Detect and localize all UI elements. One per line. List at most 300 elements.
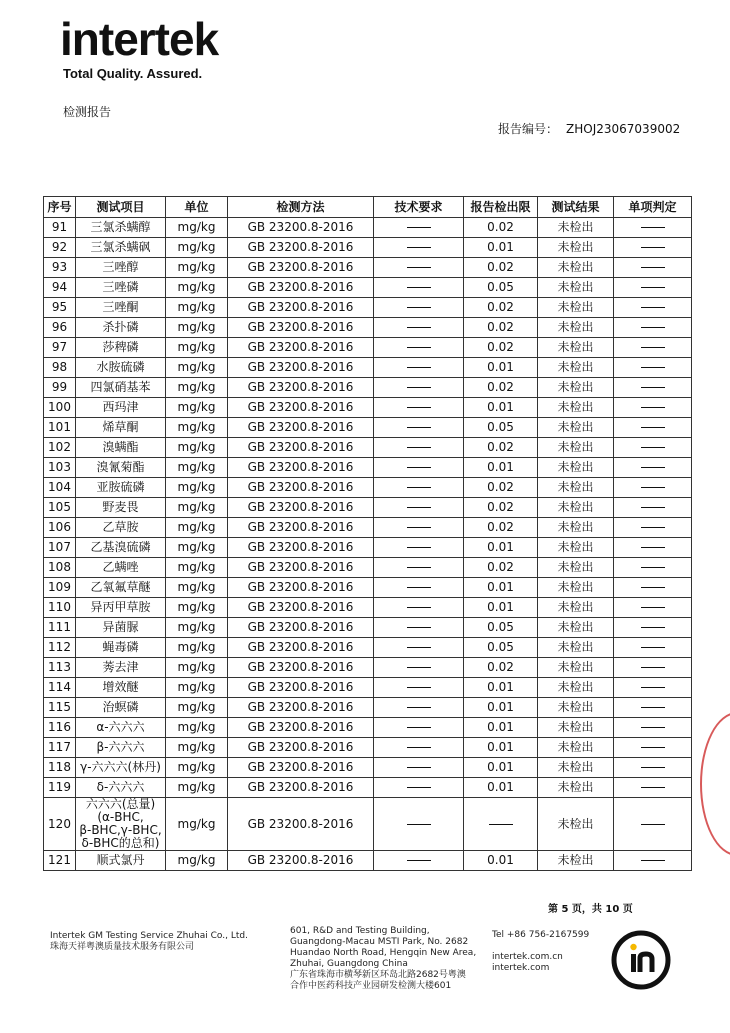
dash-mark [407,307,431,308]
dash-mark [407,687,431,688]
dash-mark [641,227,665,228]
dash-mark [407,527,431,528]
unit: mg/kg [166,698,228,718]
dash-cell [374,538,464,558]
address-line: Guangdong-Macau MSTI Park, No. 2682 [290,937,469,947]
row-number: 116 [44,718,76,738]
dash-mark [407,547,431,548]
dash-cell [374,218,464,238]
report-number [498,120,680,137]
dash-mark [407,667,431,668]
dash-mark [641,707,665,708]
detection-limit: 0.02 [464,338,538,358]
test-result: 未检出 [538,598,614,618]
detection-limit: 0.05 [464,638,538,658]
test-item: 溴氰菊酯 [76,458,166,478]
test-method: GB 23200.8-2016 [228,738,374,758]
unit: mg/kg [166,718,228,738]
dash-mark [641,587,665,588]
table-row [44,218,692,238]
table-row [44,238,692,258]
test-item [76,798,166,851]
row-number: 93 [44,258,76,278]
unit: mg/kg [166,758,228,778]
unit: mg/kg [166,498,228,518]
unit: mg/kg [166,538,228,558]
test-method: GB 23200.8-2016 [228,498,374,518]
dash-mark [407,287,431,288]
column-header: 序号 [44,197,76,218]
test-item-line: (α-BHC, [97,810,144,824]
test-result: 未检出 [538,518,614,538]
row-number: 119 [44,778,76,798]
test-item: γ-六六六(林丹) [76,758,166,778]
detection-limit: 0.02 [464,378,538,398]
test-result: 未检出 [538,578,614,598]
detection-limit: 0.01 [464,598,538,618]
test-item: δ-六六六 [76,778,166,798]
column-header: 测试结果 [538,197,614,218]
dash-cell [374,518,464,538]
detection-limit: 0.02 [464,518,538,538]
dash-cell [464,798,538,851]
unit: mg/kg [166,638,228,658]
detection-limit: 0.01 [464,758,538,778]
test-item: 莠去津 [76,658,166,678]
detection-limit: 0.02 [464,318,538,338]
test-item: 异丙甲草胺 [76,598,166,618]
test-item: 烯草酮 [76,418,166,438]
dash-mark [641,747,665,748]
dash-mark [407,767,431,768]
test-result: 未检出 [538,358,614,378]
dash-mark [641,287,665,288]
unit: mg/kg [166,318,228,338]
row-number: 95 [44,298,76,318]
row-number: 117 [44,738,76,758]
test-item: 三唑酮 [76,298,166,318]
row-number: 98 [44,358,76,378]
unit: mg/kg [166,438,228,458]
test-result: 未检出 [538,778,614,798]
footer-address [290,926,476,992]
test-item: 杀扑磷 [76,318,166,338]
dash-cell [614,698,692,718]
test-item: 水胺硫磷 [76,358,166,378]
test-item-line: β-BHC,γ-BHC, [79,823,162,837]
test-method: GB 23200.8-2016 [228,598,374,618]
row-number: 111 [44,618,76,638]
dash-cell [614,658,692,678]
dash-mark [407,467,431,468]
unit: mg/kg [166,218,228,238]
table-row [44,678,692,698]
dash-cell [374,698,464,718]
column-header: 单位 [166,197,228,218]
table-row [44,478,692,498]
unit: mg/kg [166,851,228,871]
test-result: 未检出 [538,851,614,871]
dash-mark [641,567,665,568]
dash-cell [374,658,464,678]
dash-cell [374,418,464,438]
dash-cell [614,498,692,518]
table-row [44,618,692,638]
dash-cell [614,778,692,798]
test-item: 蝇毒磷 [76,638,166,658]
test-method: GB 23200.8-2016 [228,338,374,358]
dash-cell [614,638,692,658]
test-method: GB 23200.8-2016 [228,358,374,378]
dash-mark [641,860,665,861]
dash-cell [374,318,464,338]
test-result: 未检出 [538,538,614,558]
dash-mark [407,347,431,348]
dash-mark [641,647,665,648]
test-result: 未检出 [538,718,614,738]
dash-cell [374,758,464,778]
row-number: 105 [44,498,76,518]
unit: mg/kg [166,378,228,398]
unit: mg/kg [166,258,228,278]
test-method: GB 23200.8-2016 [228,298,374,318]
dash-cell [374,778,464,798]
dash-mark [641,367,665,368]
dash-cell [614,538,692,558]
test-method: GB 23200.8-2016 [228,851,374,871]
table-row [44,738,692,758]
dash-mark [641,507,665,508]
detection-limit: 0.02 [464,438,538,458]
unit: mg/kg [166,618,228,638]
test-method: GB 23200.8-2016 [228,278,374,298]
table-row [44,318,692,338]
test-item: 增效醚 [76,678,166,698]
dash-mark [407,824,431,825]
dash-mark [407,647,431,648]
test-method: GB 23200.8-2016 [228,618,374,638]
unit: mg/kg [166,478,228,498]
column-header: 技术要求 [374,197,464,218]
table-row [44,851,692,871]
test-result: 未检出 [538,278,614,298]
dash-mark [641,687,665,688]
row-number: 100 [44,398,76,418]
results-table [43,196,692,871]
dash-cell [614,558,692,578]
test-method: GB 23200.8-2016 [228,378,374,398]
test-result: 未检出 [538,758,614,778]
table-row [44,598,692,618]
contact-website: intertek.com [492,963,550,973]
detection-limit: 0.01 [464,538,538,558]
test-item: 溴螨酯 [76,438,166,458]
row-number: 97 [44,338,76,358]
dash-mark [641,347,665,348]
detection-limit: 0.02 [464,298,538,318]
unit: mg/kg [166,558,228,578]
test-item: 乙基溴硫磷 [76,538,166,558]
test-result: 未检出 [538,438,614,458]
test-result: 未检出 [538,618,614,638]
table-row [44,278,692,298]
table-row [44,358,692,378]
dash-mark [641,307,665,308]
dash-mark [641,427,665,428]
table-row [44,458,692,478]
dash-cell [374,578,464,598]
detection-limit: 0.02 [464,258,538,278]
dash-mark [407,860,431,861]
test-result: 未检出 [538,458,614,478]
unit: mg/kg [166,298,228,318]
test-result: 未检出 [538,398,614,418]
dash-mark [641,267,665,268]
dash-cell [614,758,692,778]
row-number: 96 [44,318,76,338]
dash-cell [614,318,692,338]
test-method: GB 23200.8-2016 [228,458,374,478]
test-method: GB 23200.8-2016 [228,478,374,498]
test-method: GB 23200.8-2016 [228,418,374,438]
dash-cell [374,298,464,318]
dash-cell [374,598,464,618]
dash-cell [614,358,692,378]
dash-cell [374,378,464,398]
table-row [44,398,692,418]
company-name-cn: 珠海天祥粤澳质量技术服务有限公司 [50,942,195,952]
dash-cell [374,358,464,378]
dash-cell [614,398,692,418]
column-header: 单项判定 [614,197,692,218]
footer-contact [492,930,589,974]
dash-mark [641,247,665,248]
dash-cell [614,578,692,598]
table-row [44,418,692,438]
test-item: 三氯杀螨砜 [76,238,166,258]
detection-limit: 0.02 [464,218,538,238]
dash-mark [641,607,665,608]
test-method: GB 23200.8-2016 [228,218,374,238]
company-name-en: Intertek GM Testing Service Zhuhai Co., Ltd. [50,931,248,941]
column-header: 测试项目 [76,197,166,218]
dash-cell [614,718,692,738]
table-row [44,298,692,318]
unit: mg/kg [166,338,228,358]
detection-limit: 0.05 [464,278,538,298]
dash-mark [641,767,665,768]
table-row [44,578,692,598]
dash-mark [407,787,431,788]
table-row [44,378,692,398]
test-item-line: 六六六(总量) [85,797,156,811]
dash-cell [614,518,692,538]
dash-mark [407,427,431,428]
logo-letter-i [631,954,636,972]
test-item: 三氯杀螨醇 [76,218,166,238]
table-row [44,638,692,658]
dash-cell [614,418,692,438]
unit: mg/kg [166,458,228,478]
dash-mark [641,824,665,825]
report-number-label: 报告编号： [498,122,559,136]
address-line: Zhuhai, Guangdong China [290,959,408,969]
dash-cell [374,558,464,578]
dash-mark [641,387,665,388]
dash-mark [407,727,431,728]
row-number: 112 [44,638,76,658]
test-method: GB 23200.8-2016 [228,518,374,538]
detection-limit: 0.01 [464,238,538,258]
table-row [44,718,692,738]
test-item: 三唑磷 [76,278,166,298]
row-number: 94 [44,278,76,298]
dash-mark [407,487,431,488]
dash-mark [407,247,431,248]
unit: mg/kg [166,778,228,798]
test-method: GB 23200.8-2016 [228,698,374,718]
footer-company [50,931,248,953]
contact-spacer [492,941,589,952]
dash-mark [407,707,431,708]
table-row [44,258,692,278]
test-result: 未检出 [538,298,614,318]
report-number-value: ZHOJ23067039002 [566,122,681,136]
row-number: 121 [44,851,76,871]
unit: mg/kg [166,278,228,298]
detection-limit: 0.01 [464,578,538,598]
dash-mark [641,787,665,788]
detection-limit: 0.01 [464,358,538,378]
contact-website-cn: intertek.com.cn [492,952,563,962]
test-item: 四氯硝基苯 [76,378,166,398]
row-number: 92 [44,238,76,258]
test-item: 治螟磷 [76,698,166,718]
document-type: 检测报告 [63,105,112,119]
dash-cell [614,618,692,638]
dash-cell [614,458,692,478]
dash-cell [614,338,692,358]
test-method: GB 23200.8-2016 [228,758,374,778]
test-method: GB 23200.8-2016 [228,718,374,738]
table-row [44,778,692,798]
unit: mg/kg [166,578,228,598]
test-item: 西玛津 [76,398,166,418]
row-number: 101 [44,418,76,438]
column-header: 检测方法 [228,197,374,218]
test-item: 亚胺硫磷 [76,478,166,498]
table-row [44,518,692,538]
table-row [44,538,692,558]
detection-limit: 0.01 [464,851,538,871]
test-method: GB 23200.8-2016 [228,778,374,798]
row-number: 120 [44,798,76,851]
dash-mark [489,824,513,825]
dash-cell [614,218,692,238]
dash-cell [374,678,464,698]
test-result: 未检出 [538,258,614,278]
detection-limit: 0.01 [464,678,538,698]
table-row [44,698,692,718]
table-header-row [44,197,692,218]
dash-cell [614,438,692,458]
test-method: GB 23200.8-2016 [228,638,374,658]
dash-mark [641,407,665,408]
row-number: 103 [44,458,76,478]
dash-cell [614,478,692,498]
dash-mark [407,407,431,408]
test-result: 未检出 [538,218,614,238]
row-number: 110 [44,598,76,618]
dash-cell [374,851,464,871]
unit: mg/kg [166,238,228,258]
test-item: 顺式氯丹 [76,851,166,871]
unit: mg/kg [166,738,228,758]
dash-mark [407,507,431,508]
test-result: 未检出 [538,798,614,851]
dash-cell [374,638,464,658]
unit: mg/kg [166,678,228,698]
dash-cell [374,238,464,258]
detection-limit: 0.02 [464,658,538,678]
detection-limit: 0.02 [464,558,538,578]
detection-limit: 0.01 [464,398,538,418]
address-line: 601, R&D and Testing Building, [290,926,430,936]
test-result: 未检出 [538,478,614,498]
dash-mark [407,387,431,388]
test-item: 乙氧氟草醚 [76,578,166,598]
test-item-line: δ-BHC的总和) [81,836,160,850]
row-number: 104 [44,478,76,498]
dash-mark [641,667,665,668]
table-row [44,558,692,578]
test-result: 未检出 [538,418,614,438]
dash-cell [374,618,464,638]
contact-tel: Tel +86 756-2167599 [492,930,590,940]
detection-limit: 0.05 [464,618,538,638]
dash-mark [407,367,431,368]
unit: mg/kg [166,658,228,678]
dash-cell [374,258,464,278]
test-result: 未检出 [538,678,614,698]
detection-limit: 0.02 [464,498,538,518]
dash-mark [641,627,665,628]
row-number: 99 [44,378,76,398]
logo-letter-n [640,954,652,972]
row-number: 108 [44,558,76,578]
dash-cell [614,278,692,298]
test-method: GB 23200.8-2016 [228,538,374,558]
row-number: 115 [44,698,76,718]
dash-mark [641,327,665,328]
page-indicator: 第 5 页，共 10 页 [548,904,633,915]
detection-limit: 0.05 [464,418,538,438]
test-result: 未检出 [538,498,614,518]
dash-mark [407,227,431,228]
row-number: 114 [44,678,76,698]
dash-mark [641,467,665,468]
dash-cell [614,598,692,618]
table-body [44,218,692,871]
address-line: 广东省珠海市横琴新区环岛北路2682号粤澳 [290,970,466,980]
table-row [44,798,692,851]
test-result: 未检出 [538,658,614,678]
test-result: 未检出 [538,558,614,578]
red-seal-stamp [700,712,730,856]
table-row [44,438,692,458]
row-number: 113 [44,658,76,678]
intertek-logo: intertek [60,13,219,65]
